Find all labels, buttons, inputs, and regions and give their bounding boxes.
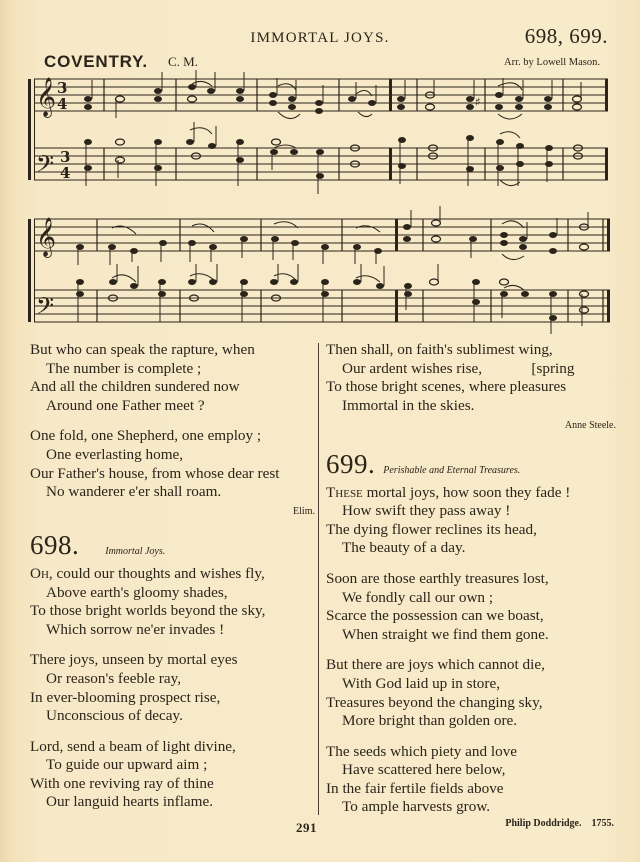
stanza: [326, 484, 616, 558]
verse-line: How swift they pass away !: [342, 502, 511, 520]
verse-line: To guide our upward aim ;: [46, 756, 208, 774]
svg-text:3: 3: [57, 79, 68, 97]
author: Philip Doddridge.: [505, 818, 582, 829]
hymn-subtitle: Immortal Joys.: [105, 546, 166, 558]
verse-line: Soon are those earthly treasures lost,: [326, 569, 549, 587]
verse-line: We fondly call our own ;: [342, 588, 494, 606]
svg-text:4: 4: [57, 95, 68, 113]
verse-line: Immortal in the skies.: [342, 396, 475, 414]
treble-clef-icon: 𝄞: [36, 217, 57, 257]
verse-line: But who can speak the rapture, when: [30, 341, 255, 358]
verse-line: But there are joys which cannot die,: [326, 656, 545, 674]
tune-name: COVENTRY.: [44, 52, 148, 71]
verse-line: And all the children sundered now: [30, 378, 240, 396]
verse-line: [326, 484, 616, 503]
verse-line: Scarce the possession can we boast,: [326, 607, 544, 625]
verse-line: The seeds which piety and love: [326, 742, 518, 760]
meter: C. M.: [168, 54, 198, 69]
verse-line: To those bright worlds beyond the sky,: [30, 602, 266, 620]
stanza: [326, 743, 616, 817]
hymn-number: 698.: [30, 530, 80, 561]
verse-line: With God laid up in store,: [342, 674, 500, 692]
verse-line: Our ardent wishes rise, [spring: [342, 359, 575, 377]
verse-line: Which sorrow ne'er invades !: [46, 620, 225, 638]
verse-line: Our Father's house, from whose dear rest: [30, 464, 280, 482]
left-column: [30, 341, 315, 824]
bass-clef-icon: 𝄢: [36, 150, 55, 183]
svg-text:3: 3: [60, 148, 71, 166]
hymn-subtitle: Perishable and Eternal Treasures.: [383, 464, 521, 476]
verse-line: Or reason's feeble ray,: [46, 669, 181, 687]
hymn-numbers: 698, 699.: [524, 24, 608, 48]
verse-line: When straight we find them gone.: [342, 625, 549, 643]
verse-line: There joys, unseen by mortal eyes: [30, 651, 238, 669]
svg-text:4: 4: [60, 164, 71, 182]
verse-line: To ample harvests grow.: [342, 798, 491, 816]
first-word: These: [326, 483, 363, 501]
verse-line: Treasures beyond the changing sky,: [326, 693, 543, 711]
treble-clef-icon: 𝄞: [36, 77, 57, 117]
right-column: [326, 341, 616, 829]
hymn-heading-698: [30, 531, 315, 562]
verse-text: mortal joys, how soon they fade !: [362, 483, 571, 501]
verse-line: In the fair fertile fields above: [326, 779, 504, 797]
bass-clef-icon: 𝄢: [36, 292, 55, 325]
verse-line: Above earth's gloomy shades,: [46, 583, 228, 601]
stanza: [326, 570, 616, 644]
verse-line: Unconscious of decay.: [46, 707, 183, 725]
verse-line: [30, 565, 315, 584]
verse-line: The number is complete ;: [46, 359, 202, 377]
year: 1755.: [591, 818, 614, 829]
column-divider: [318, 343, 319, 815]
music-score: [0, 0, 640, 340]
verse-line: To those bright scenes, where pleasures: [326, 378, 567, 396]
stanza: [30, 427, 315, 501]
verse-line: Have scattered here below,: [342, 761, 506, 779]
first-word: Oh,: [30, 564, 53, 582]
stanza: [326, 341, 616, 415]
verse-line: Around one Father meet ?: [46, 396, 205, 414]
stanza: [30, 341, 315, 415]
verse-line: No wanderer e'er shall roam.: [46, 483, 222, 501]
hymn-number: 699.: [326, 448, 376, 479]
stanza: [30, 738, 315, 812]
arranger: Arr. by Lowell Mason.: [504, 57, 600, 68]
verse-line: One fold, one Shepherd, one employ ;: [30, 427, 262, 445]
verse-line: Lord, send a beam of light divine,: [30, 737, 236, 755]
running-title: IMMORTAL JOYS.: [250, 30, 390, 46]
verse-line: The dying flower reclines its head,: [326, 520, 537, 538]
stanza: [30, 565, 315, 639]
page-number: 291: [296, 820, 317, 835]
hymn-heading-699: [326, 450, 616, 481]
verse-line: One everlasting home,: [46, 445, 184, 463]
verse-line: The beauty of a day.: [342, 539, 466, 557]
stanza: [326, 656, 616, 730]
sharp-icon: ♯: [475, 95, 481, 109]
stanza: [30, 651, 315, 725]
verse-line: Our languid hearts inflame.: [46, 793, 214, 811]
verse-line: More bright than golden ore.: [342, 712, 518, 730]
footer-attribution: [495, 818, 614, 829]
verse-line: In ever-blooming prospect rise,: [30, 688, 221, 706]
verse-text: could our thoughts and wishes fly,: [52, 564, 265, 582]
hymn-attribution: Anne Steele.: [564, 420, 616, 432]
hymn-attribution: Elim.: [293, 505, 315, 517]
verse-line: Then shall, on faith's sublimest wing,: [326, 341, 553, 358]
verse-line: With one reviving ray of thine: [30, 774, 214, 792]
